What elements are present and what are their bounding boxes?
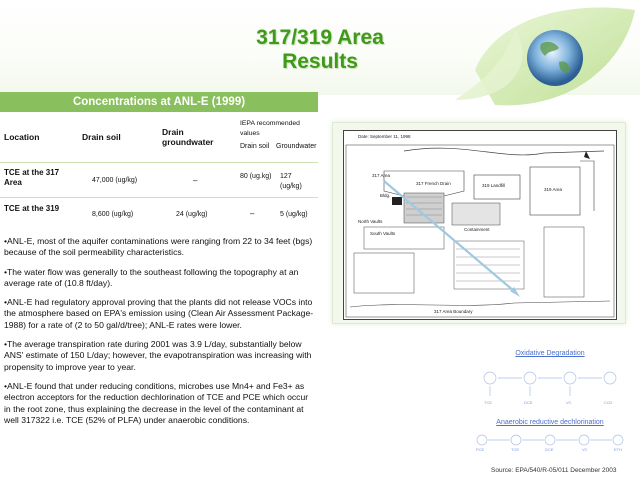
map-label-containment: Containment (464, 227, 490, 232)
table-title: Concentrations at ANL-E (1999) (0, 92, 318, 112)
site-map-drawing (344, 131, 616, 319)
map-legend-text: Date: September 11, 1998 (358, 134, 411, 139)
row1-iepa-groundwater: 127 (ug/kg) (280, 173, 302, 190)
slide-title-line2: Results (282, 50, 358, 73)
map-label-319-landfill: 319 Landfill (482, 183, 506, 188)
row1-location: TCE at the 317 Area (4, 168, 60, 187)
finding-bullet: •ANL-E, most of the aquifer contaminations were ranging from 22 to 34 feet (bgs) because of the soil permeability characteristics. (4, 236, 313, 258)
header-iepa: IEPA recommended values (240, 120, 300, 137)
anaerobic-label: ETH (614, 447, 622, 452)
map-label-317-area: 317 Area (372, 173, 391, 178)
header-location: Location (4, 132, 40, 142)
oxidative-degradation-title: Oxidative Degradation (515, 350, 585, 357)
slide-title-line1: 317/319 Area (256, 26, 384, 49)
map-label-north-vaults: North Vaults (358, 219, 383, 224)
leaf-globe-logo (455, 0, 640, 118)
source-citation: Source: EPA/540/R-05/011 December 2003 (491, 467, 617, 474)
row2-iepa-groundwater: 5 (ug/kg) (280, 211, 308, 218)
header-iepa-groundwater: Groundwater (276, 143, 317, 150)
oxidative-label: TCE (484, 400, 492, 405)
site-map (343, 130, 617, 320)
table-divider (0, 162, 318, 163)
finding-bullet: •The water flow was generally to the southeast following the topography at an average rate of (10.8 ft/day). (4, 266, 299, 288)
map-label-area-boundary: 317 Area Boundary (434, 309, 473, 314)
site-map-frame (332, 122, 626, 324)
anaerobic-label: DCE (545, 447, 554, 452)
row2-iepa-drain-soil: – (250, 209, 255, 218)
oxidative-label: CO2 (604, 400, 613, 405)
map-label-french-drain: 317 French Drain (416, 181, 451, 186)
finding-bullet: •The average transpiration rate during 2001 was 3.9 L/day, substantially below ANS' estimate of 150 L/day; however, the evapotranspiration was increasing with propensity to improve year to year. (4, 339, 312, 372)
anaerobic-dechlorination-title: Anaerobic reductive dechlorination (496, 419, 604, 426)
row2-location: TCE at the 319 (4, 204, 60, 213)
finding-bullet: •ANL-E found that under reducing conditions, microbes use Mn4+ and Fe3+ as electron acceptors for the reduction dechlorination of TCE and PCE which occur in the root zone, thus explaining the decrease in the level of the contaminant at well 317322 i.e. TCE (52% of PLFA) under anaerobic conditions. (4, 380, 309, 425)
row1-drain-soil: 47,000 (ug/kg) (92, 177, 138, 184)
finding-bullet: •ANL-E had regulatory approval proving that the plants did not release VOCs into the atmosphere based on EPA's emission using (Clean Air Assessment Package-1988) for a rate of (2 to 50 gal/d/tree); ANL-E rates were lower. (4, 297, 314, 330)
header-drain-soil: Drain soil (82, 132, 121, 142)
row2-drain-soil: 8,600 (ug/kg) (92, 211, 134, 218)
map-label-319-area: 319 Area (544, 187, 563, 192)
row1-drain-groundwater: – (193, 176, 198, 185)
header-iepa-drain-soil: Drain soil (240, 143, 270, 150)
oxidative-label: DCE (524, 400, 533, 405)
row1-iepa-drain-soil: 80 (ug.kg) (240, 173, 272, 180)
findings-list (4, 236, 314, 434)
header-drain-groundwater: Drain groundwater (162, 127, 214, 147)
anaerobic-label: TCE (511, 447, 519, 452)
map-label-south-vaults: South Vaults (370, 231, 396, 236)
oxidative-label: VC (566, 400, 572, 405)
map-label-bldg: Bldg. (380, 193, 391, 198)
row2-drain-groundwater: 24 (ug/kg) (176, 211, 208, 218)
concentrations-table (0, 92, 318, 231)
anaerobic-label: PCE (476, 447, 485, 452)
table-divider (0, 197, 318, 198)
anaerobic-label: VC (582, 447, 588, 452)
